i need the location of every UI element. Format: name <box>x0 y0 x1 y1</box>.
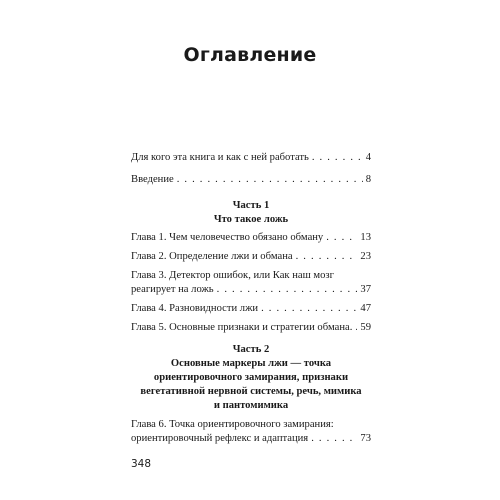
toc-entry-label: Глава 4. Разновидности лжи <box>131 303 259 314</box>
toc-entry-label: Введение <box>131 174 174 185</box>
toc-entry-line2 <box>131 432 371 446</box>
toc-entry-label-line1: Глава 3. Детектор ошибок, или Как наш мозг <box>131 270 334 281</box>
dot-leader <box>326 231 357 245</box>
part-label: Часть 2 <box>232 344 270 355</box>
toc-entry-line2 <box>131 283 371 297</box>
toc-entry-label: Глава 2. Определение лжи и обмана <box>131 251 293 262</box>
part-subtitle-line: Основные маркеры лжи — точка <box>170 358 332 369</box>
toc-part-2 <box>131 343 371 446</box>
dot-leader <box>355 321 357 335</box>
toc-entry-page: 37 <box>360 284 371 295</box>
part-subtitle-line: вегетативной нервной системы, речь, мимика <box>140 386 362 397</box>
toc-entry-label: Глава 5. Основные признаки и стратегии обмана. <box>131 322 353 333</box>
toc-entry-multiline[interactable] <box>131 269 371 297</box>
dot-leader <box>312 151 363 165</box>
part-subtitle-line: ориентировочного замирания, признаки <box>153 372 349 383</box>
dot-leader <box>177 173 363 187</box>
toc-entry-page: 59 <box>360 322 371 333</box>
toc-entry[interactable] <box>131 302 371 316</box>
dot-leader <box>296 250 358 264</box>
toc-entry-label: Глава 1. Чем человечество обязано обману <box>131 232 324 243</box>
toc-entry-page: 73 <box>360 433 371 444</box>
toc-entry-page: 8 <box>365 174 371 185</box>
toc-entry[interactable] <box>131 173 371 187</box>
toc-entry[interactable] <box>131 231 371 245</box>
toc-entry-label-line1: Глава 6. Точка ориентировочного замирания: <box>131 419 334 430</box>
page-title: Оглавление <box>183 44 317 66</box>
dot-leader <box>217 283 358 297</box>
page-number: 348 <box>131 458 152 470</box>
part-subtitle-line: и пантомимика <box>213 400 289 411</box>
part-subtitle: Что такое ложь <box>213 214 289 225</box>
toc-entry-label: Для кого эта книга и как с ней работать <box>131 152 309 163</box>
toc-entry[interactable] <box>131 151 371 165</box>
dot-leader <box>261 302 357 316</box>
toc-entry[interactable] <box>131 321 371 335</box>
toc-part-1 <box>131 199 371 335</box>
dot-leader <box>311 432 357 446</box>
toc-entry-label-line2: реагирует на ложь <box>131 284 214 295</box>
toc-intro-section <box>131 151 371 187</box>
toc-entry-page: 23 <box>360 251 371 262</box>
toc-entry-page: 47 <box>360 303 371 314</box>
toc-entry[interactable] <box>131 250 371 264</box>
part-label: Часть 1 <box>232 200 270 211</box>
toc-entry-page: 13 <box>360 232 371 243</box>
toc-entry-multiline[interactable] <box>131 418 371 446</box>
toc-entry-label-line2: ориентировочный рефлекс и адаптация <box>131 433 309 444</box>
toc-entry-page: 4 <box>365 152 371 163</box>
